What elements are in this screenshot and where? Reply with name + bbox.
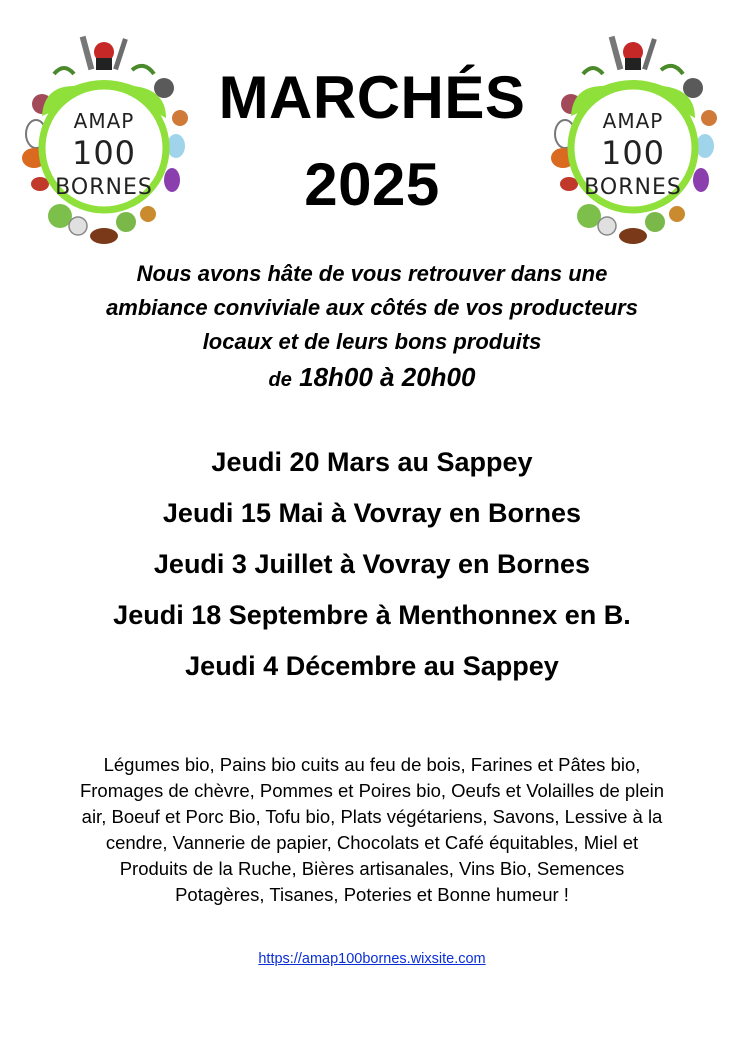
amap-logo-right	[543, 30, 723, 250]
logo-line-3: BORNES	[55, 175, 153, 200]
products-line: air, Boeuf et Porc Bio, Tofu bio, Plats végétariens, Savons, Lessive à la	[81, 806, 663, 827]
products-line: Légumes bio, Pains bio cuits au feu de bois, Farines et Pâtes bio,	[103, 754, 641, 775]
website-link[interactable]: https://amap100bornes.wixsite.com	[258, 951, 486, 967]
products-line: cendre, Vannerie de papier, Chocolats et Café équitables, Miel et	[105, 832, 639, 853]
vegetable-wreath-icon	[14, 30, 194, 250]
website-footer	[0, 951, 744, 967]
logo-line-1: AMAP	[73, 109, 135, 133]
products-paragraph	[40, 752, 704, 908]
list-item: Jeudi 3 Juillet à Vovray en Bornes	[153, 549, 591, 579]
intro-line-3: locaux et de leurs bons produits	[202, 329, 542, 354]
intro-line-2: ambiance conviviale aux côtés de vos producteurs	[106, 295, 638, 320]
products-line: Fromages de chèvre, Pommes et Poires bio, Oeufs et Volailles de plein	[79, 780, 665, 801]
list-item: Jeudi 20 Mars au Sappey	[211, 447, 533, 477]
list-item: Jeudi 4 Décembre au Sappey	[185, 651, 559, 681]
hours-value: 18h00 à 20h00	[299, 362, 476, 392]
page-title-year: 2025	[304, 151, 440, 218]
logo-line-3: BORNES	[584, 175, 682, 200]
logo-line-2: 100	[600, 134, 666, 172]
vegetable-wreath-icon	[543, 30, 723, 250]
hours-prefix: de	[268, 369, 292, 391]
logo-line-2: 100	[71, 134, 137, 172]
market-hours	[40, 361, 704, 396]
products-line: Potagères, Tisanes, Poteries et Bonne humeur !	[175, 884, 569, 905]
intro-line-1: Nous avons hâte de vous retrouver dans une	[136, 261, 608, 286]
page-title: MARCHÉS	[218, 64, 526, 131]
products-line: Produits de la Ruche, Bières artisanales, Vins Bio, Semences	[119, 858, 625, 879]
list-item: Jeudi 18 Septembre à Menthonnex en B.	[113, 600, 631, 630]
logo-line-1: AMAP	[602, 109, 664, 133]
list-item: Jeudi 15 Mai à Vovray en Bornes	[162, 498, 582, 528]
amap-logo-left	[14, 30, 194, 250]
market-dates-list	[20, 440, 724, 695]
